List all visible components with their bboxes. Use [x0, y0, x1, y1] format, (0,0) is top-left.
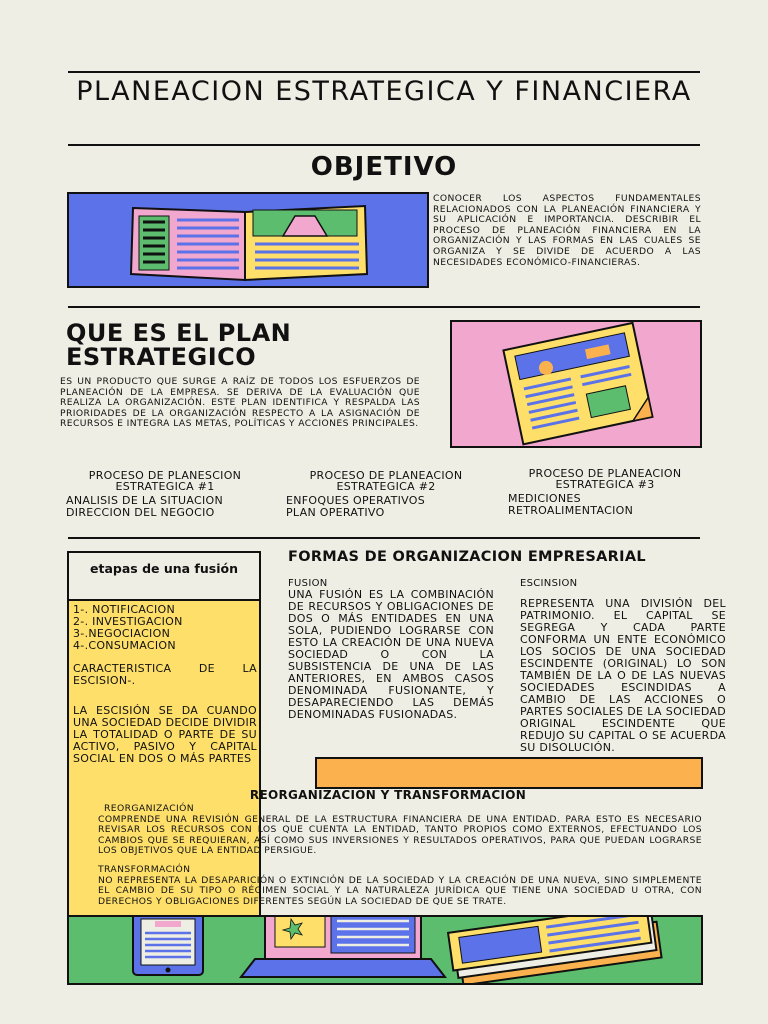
proceso-2: [280, 470, 492, 519]
etapa-item-1: 1-. NOTIFICACION: [73, 603, 176, 616]
objetivo-illustration: [67, 192, 429, 288]
escision-definition: LA ESCISIÓN SE DA CUANDO UNA SOCIEDAD DECIDE DIVIDIR LA TOTALIDAD O PARTE DE SU ACTIVO, PASIVO Y CAPITAL SOCIAL EN DOS O MÁS PARTES: [73, 704, 257, 765]
trans-label: TRANSFORMACIÓN: [98, 863, 191, 875]
proceso-2-item-2: PLAN OPERATIVO: [286, 506, 385, 519]
proceso-1-title: PROCESO DE PLANESCION ESTRATEGICA #1: [88, 469, 242, 493]
etapas-header: [69, 553, 259, 601]
proceso-3-title: PROCESO DE PLANEACION ESTRATEGICA #3: [528, 467, 682, 491]
objetivo-heading: OBJETIVO: [310, 152, 458, 182]
page-title: PLANEACION ESTRATEGICA Y FINANCIERA: [76, 76, 692, 107]
objetivo-text: CONOCER LOS ASPECTOS FUNDAMENTALES RELACIONADOS CON LA PLANEACIÓN FINANCIERA Y SU APLICACIÓN E IMPORTANCIA. DESCRIBIR EL PROCESO DE PLANEACIÓN FINANCIERA EN LA ORGANIZACIÓN Y LAS FORMAS EN LAS CUALES SE ORGANIZA Y SE DIVIDE DE ACUERDO A LAS NECESIDADES ECONÓMICO-FINANCIERAS.: [433, 193, 701, 268]
tablet-icon: [133, 917, 203, 975]
escision-text: REPRESENTA UNA DIVISIÓN DEL PATRIMONIO. EL CAPITAL SE SEGREGA Y CADA PARTE CONFORMA UN ENTE ECONÓMICO LOS SOCIOS DE UNA SOCIEDAD ESCINDENTE (ORIGINAL) LO SON TAMBIÉN DE LA O DE LAS NUEVAS SOCIEDADES ESCINDIDAS A CAMBIO DE LAS ACCIONES O PARTES SOCIALES DE LA SOCIEDAD ORIGINAL ESCINDENTE QUE REDUJO SU CAPITAL O SE ACUERDA SU DISOLUCIÓN.: [520, 597, 726, 754]
newspaper-stack-icon: [448, 917, 661, 983]
newspaper-icon: [452, 322, 700, 446]
etapas-list: [73, 604, 257, 765]
escision-column: [520, 578, 726, 754]
proceso-3-item-2: RETROALIMENTACION: [508, 504, 634, 517]
etapa-item-3: 3-.NEGOCIACION: [73, 627, 171, 640]
reorg-text: COMPRENDE UNA REVISIÓN GENERAL DE LA ESTRUCTURA FINANCIERA DE UNA ENTIDAD. PARA ESTO ES NECESARIO REVISAR LOS RECURSOS CON LOS QUE CUENTA LA ENTIDAD, TANTO PROPIOS COMO EXTERNOS, EFECTUANDO LOS CAMBIOS QUE SE REQUIERAN, ASÍ COMO SUS INVERSIONES Y RESULTADOS OPERATIVOS, PARA QUE PUEDAN LOGRARSE LOS OBJETIVOS QUE LA ENTIDAD PERSIGUE.: [98, 813, 702, 857]
etapa-item-4: 4-.CONSUMACION: [73, 639, 176, 652]
bottom-illustration: [67, 915, 703, 985]
formas-heading: FORMAS DE ORGANIZACION EMPRESARIAL: [288, 549, 646, 565]
etapa-item-2: 2-. INVESTIGACION: [73, 615, 183, 628]
reorg-block: [98, 804, 702, 907]
fusion-text: UNA FUSIÓN ES LA COMBINACIÓN DE RECURSOS Y OBLIGACIONES DE DOS O MÁS ENTIDADES EN UNA SOLA, PUDIENDO LOGRARSE CON ESTO LA CREACIÓN DE UNA NUEVA SOCIEDAD O CON LA SUBSISTENCIA DE UNA DE LAS ANTERIORES, EN AMBOS CASOS DENOMINADA FUSIONANTE, Y DESAPARECIENDO LAS DEMÁS DENOMINADAS FUSIONADAS.: [288, 588, 494, 721]
section-rule-1: [68, 306, 700, 308]
trans-text: NO REPRESENTA LA DESAPARICIÓN O EXTINCIÓN DE LA SOCIEDAD Y LA CREACIÓN DE UNA NUEVA, SINO SIMPLEMENTE EL CAMBIO DE SU TIPO O RÉGIMEN SOCIAL Y LA NATURALEZA JURÍDICA QUE TIENE UNA SOCIEDAD U OTRA, CON DERECHOS Y OBLIGACIONES DIFERENTES SEGÚN LA SOCIEDAD DE QUE SE TRATE.: [98, 874, 702, 907]
escision-label: ESCINSION: [520, 578, 578, 589]
devices-illustration: [69, 917, 701, 983]
proceso-2-item-1: ENFOQUES OPERATIVOS: [286, 494, 426, 507]
proceso-1: [66, 470, 264, 519]
title-rule-bottom: [68, 144, 700, 146]
proceso-3-item-1: MEDICIONES: [508, 492, 581, 505]
laptop-icon: [241, 917, 445, 977]
open-magazine-icon: [69, 194, 427, 286]
plan-heading: QUE ES EL PLAN ESTRATEGICO: [66, 319, 292, 371]
reorg-heading: REORGANIZACIÓN Y TRANSFORMACIÓN: [249, 788, 527, 802]
etapas-heading: etapas de una fusión: [90, 561, 238, 576]
fusion-label: FUSION: [288, 578, 328, 589]
section-rule-2: [68, 537, 700, 539]
title-rule-top: [68, 71, 700, 73]
plan-illustration: [450, 320, 702, 448]
proceso-3: [498, 468, 712, 517]
reorg-label: REORGANIZACIÓN: [104, 803, 195, 814]
proceso-2-title: PROCESO DE PLANEACION ESTRATEGICA #2: [309, 469, 463, 493]
fusion-column: [288, 578, 494, 721]
proceso-1-item-2: DIRECCION DEL NEGOCIO: [66, 506, 215, 519]
caracteristica-escision: CARACTERISTICA DE LA ESCISION-.: [73, 662, 257, 687]
orange-banner: [315, 757, 703, 789]
plan-text: ES UN PRODUCTO QUE SURGE A RAÍZ DE TODOS LOS ESFUERZOS DE PLANEACIÓN DE LA EMPRESA. SE DERIVA DE LA EVALUACIÓN QUE REALIZA LA ORGANIZACIÓN. ESTE PLAN IDENTIFICA Y RESPALDA LAS PRIORIDADES DE LA ORGANIZACIÓN RESPECTO A LA ASIGNACIÓN DE RECURSOS E INTEGRA LAS METAS, POLÍTICAS Y ACCIONES PRINCIPALES.: [60, 376, 420, 430]
proceso-1-item-1: ANALISIS DE LA SITUACION: [66, 494, 224, 507]
